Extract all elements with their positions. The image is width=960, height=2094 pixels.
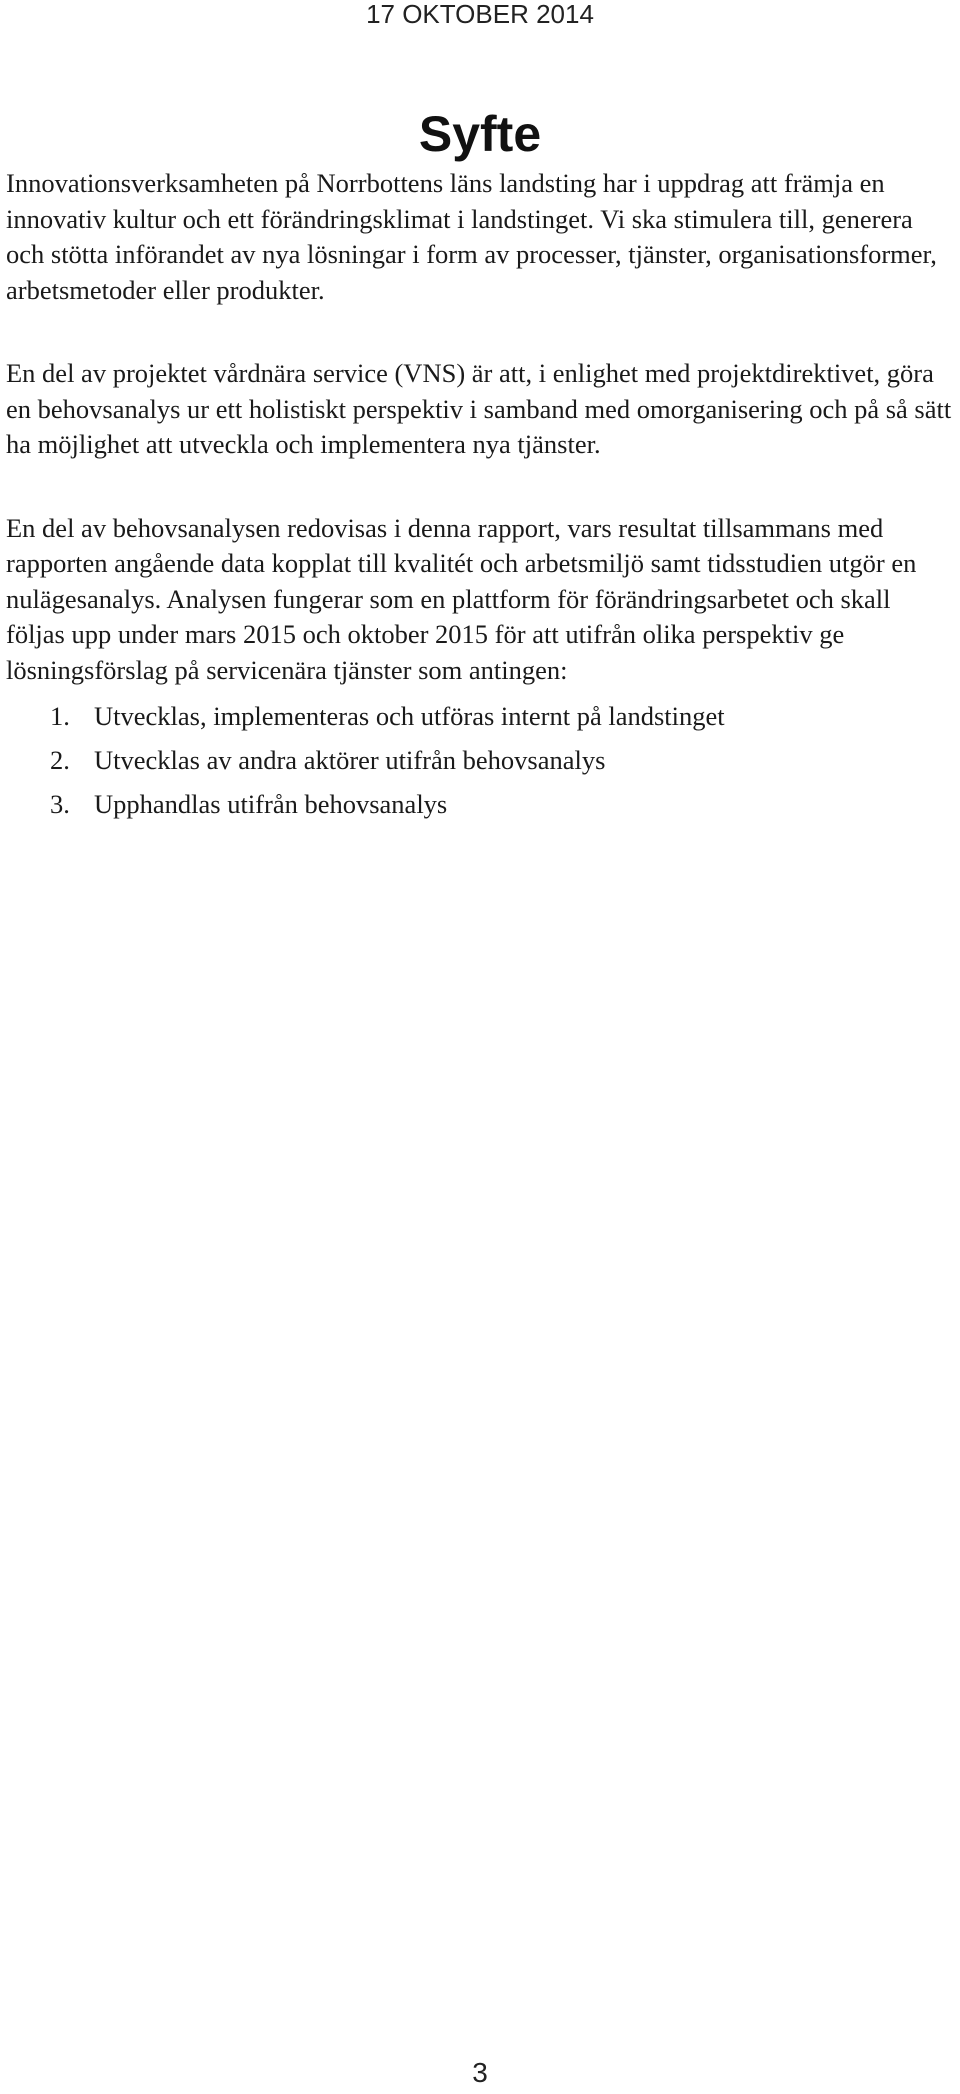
header-date: 17 OKTOBER 2014 xyxy=(366,0,594,29)
paragraph-project: En del av projektet vårdnära service (VNS) är att, i enlighet med projektdirektivet, göra en behovsanalys ur ett holistiskt perspektiv i samband med omorganisering och på så sätt ha möjlighet att utveckla och implementera nya tjänster. xyxy=(6,358,952,459)
list-item xyxy=(6,738,956,782)
list-item-number: 2. xyxy=(50,745,70,775)
list-item-text: Upphandlas utifrån behovsanalys xyxy=(94,789,448,819)
list-item-text: Utvecklas av andra aktörer utifrån behovsanalys xyxy=(94,745,606,775)
list-item-text: Utvecklas, implementeras och utföras internt på landstinget xyxy=(94,701,725,731)
list-item xyxy=(6,782,956,826)
paragraph-analysis: En del av behovsanalysen redovisas i denna rapport, vars resultat tillsammans med rapporten angående data kopplat till kvalitét och arbetsmiljö samt tidsstudien utgör en nulägesanalys. Analysen fungerar som en plattform för förändringsarbetet och skall följas upp under mars 2015 och oktober 2015 för att utifrån olika perspektiv ge lösningsförslag på servicenära tjänster som antingen: xyxy=(6,512,917,685)
list-item-number: 3. xyxy=(50,789,70,819)
numbered-list xyxy=(6,694,956,826)
list-item-number: 1. xyxy=(50,701,70,731)
paragraph-purpose: Innovationsverksamheten på Norrbottens läns landsting har i uppdrag att främja en innovativ kultur och ett förändringsklimat i landstinget. Vi ska stimulera till, generera och stötta införandet av nya lösningar i form av processer, tjänster, organisationsformer, arbetsmetoder eller produkter. xyxy=(6,168,937,305)
list-item xyxy=(6,694,956,738)
page-title: Syfte xyxy=(418,106,542,162)
page-number: 3 xyxy=(472,2057,488,2088)
body-content xyxy=(6,166,956,826)
